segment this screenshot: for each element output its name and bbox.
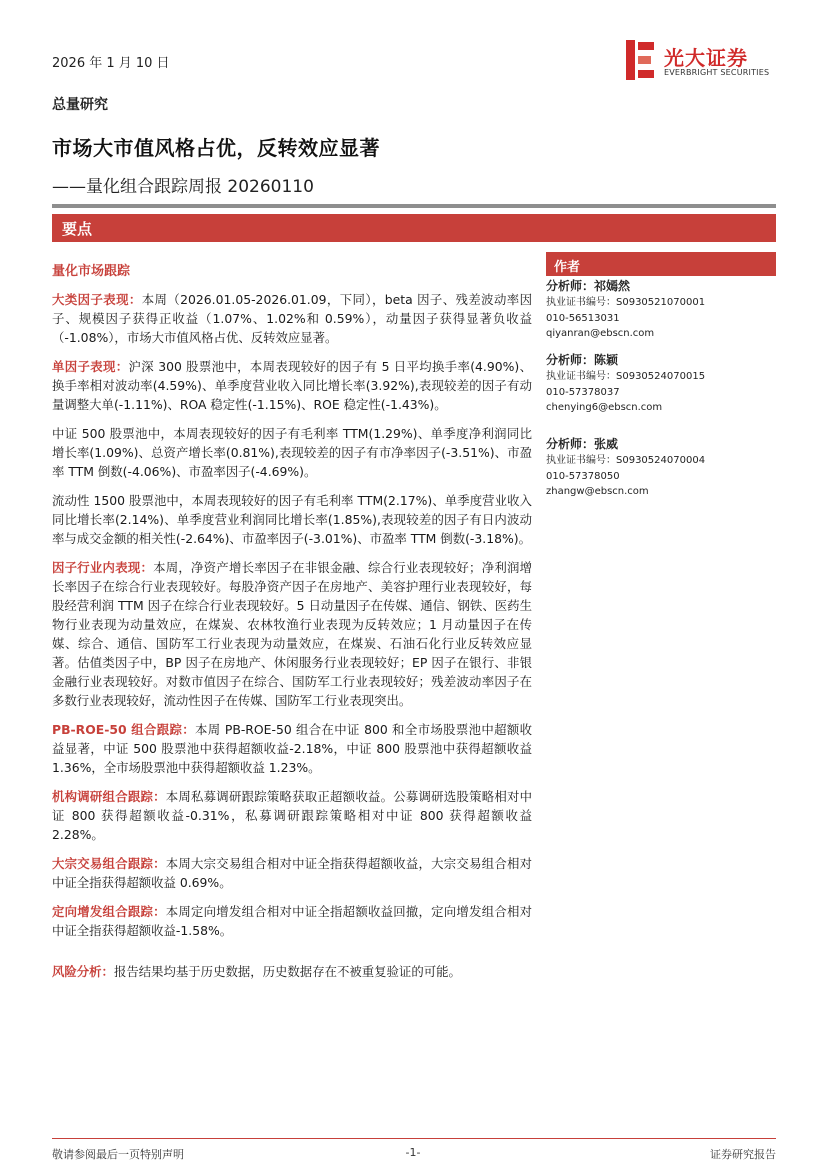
analyst-cert: 执业证书编号：S0930524070004 [546,455,706,466]
paragraph-lead: 因子行业内表现： [52,560,154,575]
logo-name-cn: 光大证券 [664,46,748,70]
paragraph-text: 本周 PB-ROE-50 组合在中证 800 和全市场股票池中超额收益显著，中证 500 股票池中获得超额收益-2.18%，中证 800 股票池中获得超额收益 1.36%，全市场股票池中获得超额收益 1.23%。 [52,722,532,775]
analyst-card [546,436,776,500]
paragraph-text: 本周私募调研跟踪策略获取正超额收益。公募调研选股策略相对中证 800 获得超额收益-0.31%，私募调研跟踪策略相对中证 800 获得超额收益 2.28%。 [52,789,533,842]
paragraph-risk-analysis [52,962,532,981]
analyst-email[interactable]: zhangw@ebscn.com [546,486,649,497]
footer-divider [52,1138,776,1139]
paragraph-lead: 机构调研组合跟踪： [52,789,166,804]
paragraph-text: 流动性 1500 股票池中，本周表现较好的因子有毛利率 TTM(2.17%)、单季度营业收入同比增长率(2.14%)、单季度营业利润同比增长率(1.85%),表现较差的因子有日内波动率与成交金额的相关性(-2.64%)、市盈率因子(-3.01%)、市盈率 TTM 倒数(-3.18%)。 [52,493,532,546]
footer-disclaimer[interactable]: 敬请参阅最后一页特别声明 [52,1148,184,1161]
analyst-cert: 执业证书编号：S0930521070001 [546,297,706,308]
paragraph-lead: 定向增发组合跟踪： [52,904,166,919]
paragraph-csi500 [52,424,532,481]
analyst-name: 分析师：陈颖 [546,353,619,367]
paragraph-single-factor [52,357,532,414]
logo-name-en: EVERBRIGHT SECURITIES [664,68,770,77]
page-title: 市场大市值风格占优，反转效应显著 [52,136,380,160]
paragraph-lead: 大宗交易组合跟踪： [52,856,166,871]
paragraph-text: 中证 500 股票池中，本周表现较好的因子有毛利率 TTM(1.29%)、单季度净利润同比增长率(1.09%)、总资产增长率(0.81%),表现较差的因子有市净率因子(-3.51%)、市盈率 TTM 倒数(-4.06%)、市盈率因子(-4.69%)。 [52,426,532,479]
analyst-card [546,278,776,342]
paragraph-lead: 单因子表现： [52,359,129,374]
paragraph-text: 本周定向增发组合相对中证全指超额收益回撤，定向增发组合相对中证全指获得超额收益-1.58%。 [52,904,533,938]
analyst-email[interactable]: qiyanran@ebscn.com [546,328,655,339]
analyst-name: 分析师：祁嫣然 [546,279,631,293]
analyst-name: 分析师：张威 [546,437,619,451]
paragraph-liquidity1500 [52,491,532,548]
paragraph-asset-class-factors [52,290,532,347]
section-title: 量化市场跟踪 [52,264,131,279]
page-number: -1- [405,1146,421,1159]
paragraph-text: 沪深 300 股票池中，本周表现较好的因子有 5 日平均换手率(4.90%)、换手率相对波动率(4.59%)、单季度营业收入同比增长率(3.92%),表现较差的因子有动量调整大单(-1.11%)、ROA 稳定性(-1.15%)、ROE 稳定性(-1.43%)。 [52,359,532,412]
keypoints-bar [52,214,776,242]
analyst-phone: 010-56513031 [546,312,620,324]
paragraph-lead: 风险分析： [52,964,114,979]
paragraph-block-trade [52,854,532,892]
paragraph-lead: PB-ROE-50 组合跟踪： [52,722,196,737]
paragraph-text: 报告结果均基于历史数据，历史数据存在不被重复验证的可能。 [113,964,461,979]
author-bar [546,252,776,276]
paragraph-industry-factors [52,558,532,710]
paragraph-text: 本周，净资产增长率因子在非银金融、综合行业表现较好；净利润增长率因子在综合行业表现较好。每股净资产因子在房地产、美容护理行业表现较好，每股经营利润 TTM 因子在综合行业表现较好。5 日动量因子在传媒、通信、钢铁、医药生物行业表现为动量效应，在煤炭、农林牧渔行业表现为反转效应；1 月动量因子在传媒、综合、通信、国防军工行业表现为动量效应，在煤炭、石油石化行业反转效应显著。估值类因子中，BP 因子在房地产、休闲服务行业表现较好；EP 因子在银行、非银金融行业表现较好。对数市值因子在综合、国防军工行业表现较好；残差波动率因子在多数行业表现较好，流动性因子在传媒、国防军工行业表现突出。 [52,560,533,708]
paragraph-lead: 大类因子表现： [52,292,142,307]
analyst-card [546,352,776,416]
header-divider [52,204,776,208]
paragraph-text: 本周（2026.01.05-2026.01.09，下同），beta 因子、残差波动率因子、规模因子获得正收益（1.07%、1.02%和 0.59%），动量因子获得显著负收益（-1.08%），市场大市值风格占优、反转效应显著。 [52,292,532,345]
everbright-logo-icon [626,40,656,80]
analyst-cert: 执业证书编号：S0930524070015 [546,371,706,382]
analyst-email[interactable]: chenying6@ebscn.com [546,402,663,413]
paragraph-private-placement [52,902,532,940]
main-content [52,262,532,991]
paragraph-institution-research [52,787,532,844]
author-label: 作者 [554,260,581,275]
keypoints-label: 要点 [62,220,93,238]
report-date: 2026 年 1 月 10 日 [52,56,170,71]
report-category: 总量研究 [52,97,108,113]
company-logo [626,40,776,84]
analyst-phone: 010-57378050 [546,470,620,482]
analyst-phone: 010-57378037 [546,386,620,398]
paragraph-text: 本周大宗交易组合相对中证全指获得超额收益，大宗交易组合相对中证全指获得超额收益 0.69%。 [52,856,533,890]
footer-report-type: 证券研究报告 [710,1148,776,1161]
paragraph-pb-roe-50 [52,720,532,777]
page-subtitle: ——量化组合跟踪周报 20260110 [52,177,314,197]
